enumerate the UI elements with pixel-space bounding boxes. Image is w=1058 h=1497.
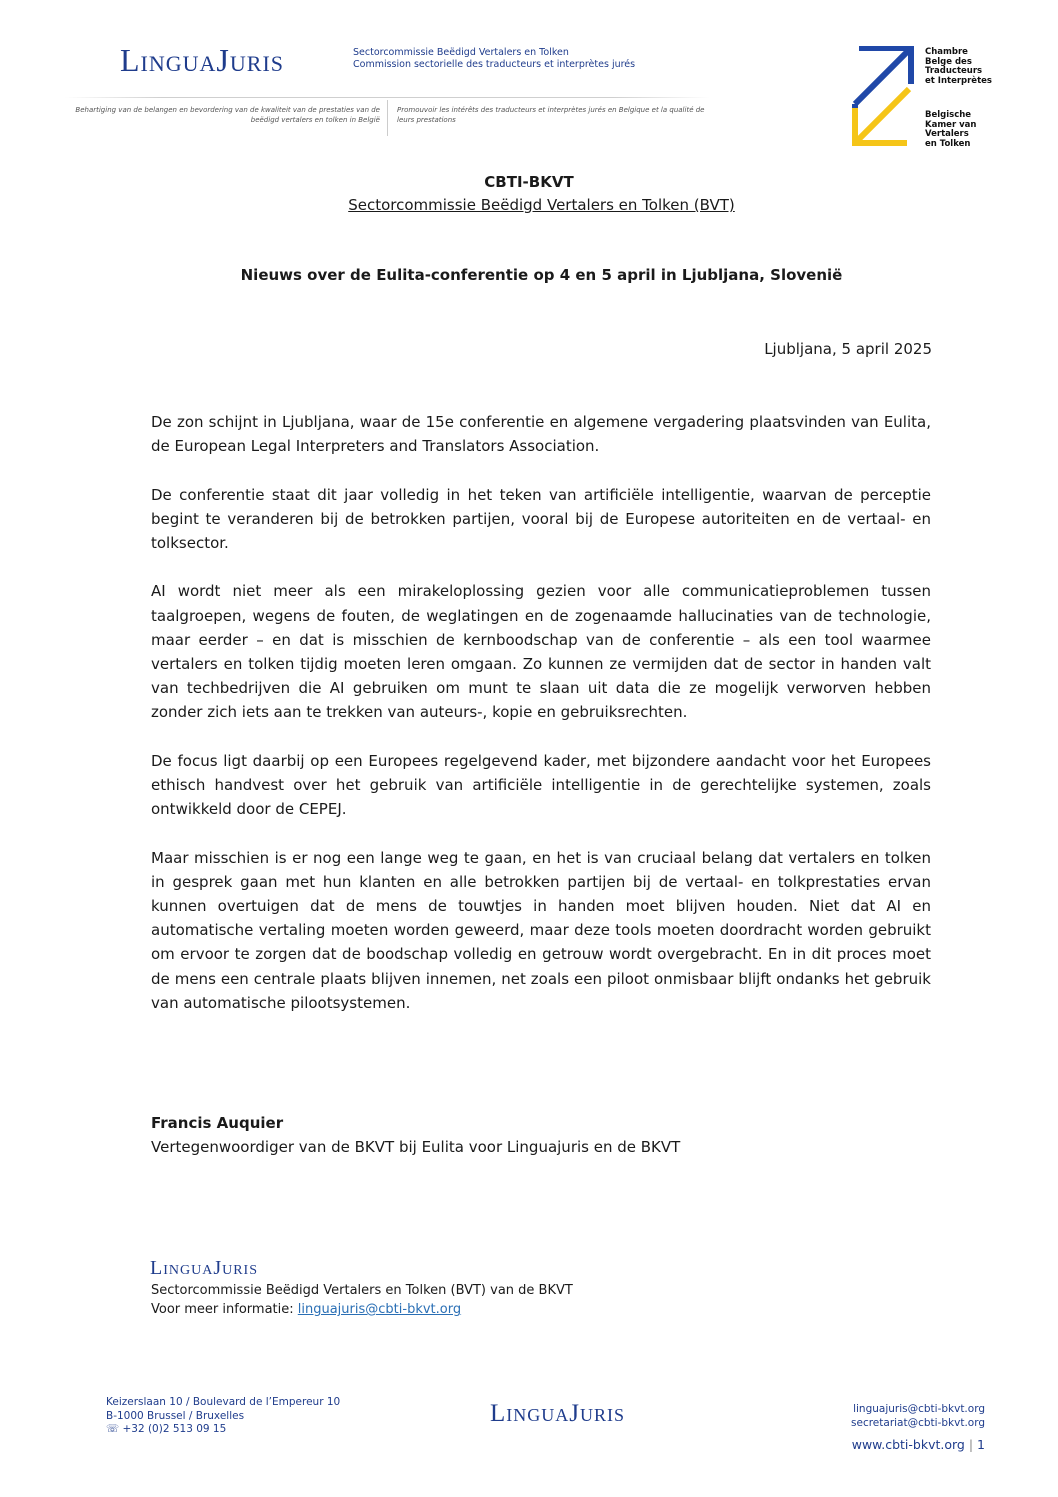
footer-emails	[851, 1403, 985, 1430]
mission-statement-nl: Behartiging van de belangen en bevordering van de kwaliteit van de prestaties van de beëdigd vertalers en tolken in België	[75, 106, 380, 124]
org-subtitle	[0, 196, 1058, 214]
contact-email-link[interactable]: linguajuris@cbti-bkvt.org	[297, 1302, 462, 1317]
sector-name-fr: Commission sectorielle des traducteurs et interprètes jurés	[353, 59, 636, 70]
header-divider	[387, 100, 388, 136]
signature-name: Francis Auquier	[151, 1114, 284, 1132]
chamber-fr-line: Belge des	[925, 56, 972, 67]
more-info-label: Voor meer informatie:	[151, 1302, 298, 1317]
footer-email-link[interactable]: linguajuris@cbti-bkvt.org	[853, 1403, 985, 1415]
signature-role: Vertegenwoordiger van de BKVT bij Eulita voor Linguajuris en de BKVT	[151, 1138, 681, 1156]
chamber-emblem-icon	[849, 46, 917, 146]
chamber-name-nl	[925, 111, 976, 149]
mission-statement-fr: Promouvoir les intérêts des traducteurs et interprètes jurés en Belgique et la qualité de leurs prestations	[397, 106, 705, 124]
chamber-nl-line: en Tolken	[925, 138, 971, 149]
paragraph: Maar misschien is er nog een lange weg te gaan, en het is van cruciaal belang dat vertalers en tolken in gesprek gaan met hun klanten en alle betrokken partijen bij de vertaal- en tolkprestaties ervan kunnen overtuigen dat de mens de touwtjes in handen moet blijven houden. Niet dat AI en automatische vertaling moeten worden geweerd, maar deze tools moeten doordracht worden gebruikt om ervoor te zorgen dat de boodschap volledig en getrouw wordt overgebracht. En in dit proces moet de mens een centrale plaats blijven innemen, net zoals een piloot onmisbaar blijft ondanks het gebruik van automatische pilootsystemen.	[151, 848, 931, 1012]
address-line: Keizerslaan 10 / Boulevard de l’Empereur 10	[106, 1396, 341, 1408]
linguajuris-logo: LinguaJuris	[120, 42, 284, 78]
org-code: CBTI-BKVT	[484, 173, 574, 191]
linguajuris-logo-small: LinguaJuris	[150, 1257, 258, 1279]
separator: |	[968, 1437, 974, 1452]
chamber-name-fr	[925, 48, 992, 86]
header-rule	[65, 97, 710, 98]
chamber-nl-line: Belgische	[925, 110, 972, 120]
paragraph: AI wordt niet meer als een mirakeloplossing gezien voor alle communicatieproblemen tussen taalgroepen, wegens de fouten, de weglatingen en de zogenaamde hallucinaties van de technologie, maar eerder – en dat is misschien de kernboodschap van de conferentie – als een tool waarmee vertalers en tolken tijdig moeten leren omgaan. Zo kunnen ze vermijden dat de sector in handen valt van techbedrijven die AI gebruiken om munt te slaan uit data die ze mogelijk verworven hebben zonder zich iets aan te trekken van auteurs-, kopie en gebruiksrechten.	[151, 582, 931, 722]
chamber-nl-line: Vertalers	[925, 129, 969, 139]
phone-number: ☏ +32 (0)2 513 09 15	[106, 1423, 227, 1435]
chamber-fr-line: Chambre	[925, 47, 968, 57]
closing-line: Sectorcommissie Beëdigd Vertalers en Tolken (BVT) van de BKVT	[151, 1283, 573, 1298]
footer-web-page	[852, 1437, 985, 1452]
footer-email-link[interactable]: secretariat@cbti-bkvt.org	[851, 1416, 985, 1429]
org-subtitle-text: Sectorcommissie Beëdigd Vertalers en Tolken (BVT)	[348, 196, 735, 214]
footer-address	[106, 1396, 340, 1437]
website-link[interactable]: www.cbti-bkvt.org	[851, 1437, 965, 1452]
sector-name-nl: Sectorcommissie Beëdigd Vertalers en Tolken	[353, 47, 569, 58]
paragraph: De zon schijnt in Ljubljana, waar de 15e conferentie en algemene vergadering plaatsvinden van Eulita, de European Legal Interpreters and Translators Association.	[151, 413, 931, 456]
chamber-nl-line: Kamer van	[925, 119, 977, 130]
more-info-line	[151, 1302, 461, 1317]
address-line: B-1000 Brussel / Bruxelles	[106, 1409, 245, 1422]
paragraph: De focus ligt daarbij op een Europees regelgevend kader, met bijzondere aandacht voor het Europees ethisch handvest over het gebruik van artificiële intelligentie in de gerechtelijke systemen, zoals ontwikkeld door de CEPEJ.	[151, 751, 931, 819]
sector-commission-names	[353, 47, 635, 71]
place-date: Ljubljana, 5 april 2025	[764, 340, 932, 358]
news-title: Nieuws over de Eulita-conferentie op 4 en 5 april in Ljubljana, Slovenië	[240, 266, 843, 284]
chamber-fr-line: et Interprètes	[925, 75, 992, 86]
paragraph: De conferentie staat dit jaar volledig in het teken van artificiële intelligentie, waarvan de perceptie begint te veranderen bij de betrokken partijen, vooral bij de Europese autoriteiten en de vertaal- en tolksector.	[151, 485, 931, 552]
article-body	[151, 410, 931, 1039]
page-number: 1	[977, 1437, 985, 1452]
linguajuris-logo-footer: LinguaJuris	[490, 1400, 625, 1427]
chamber-fr-line: Traducteurs	[925, 66, 983, 76]
